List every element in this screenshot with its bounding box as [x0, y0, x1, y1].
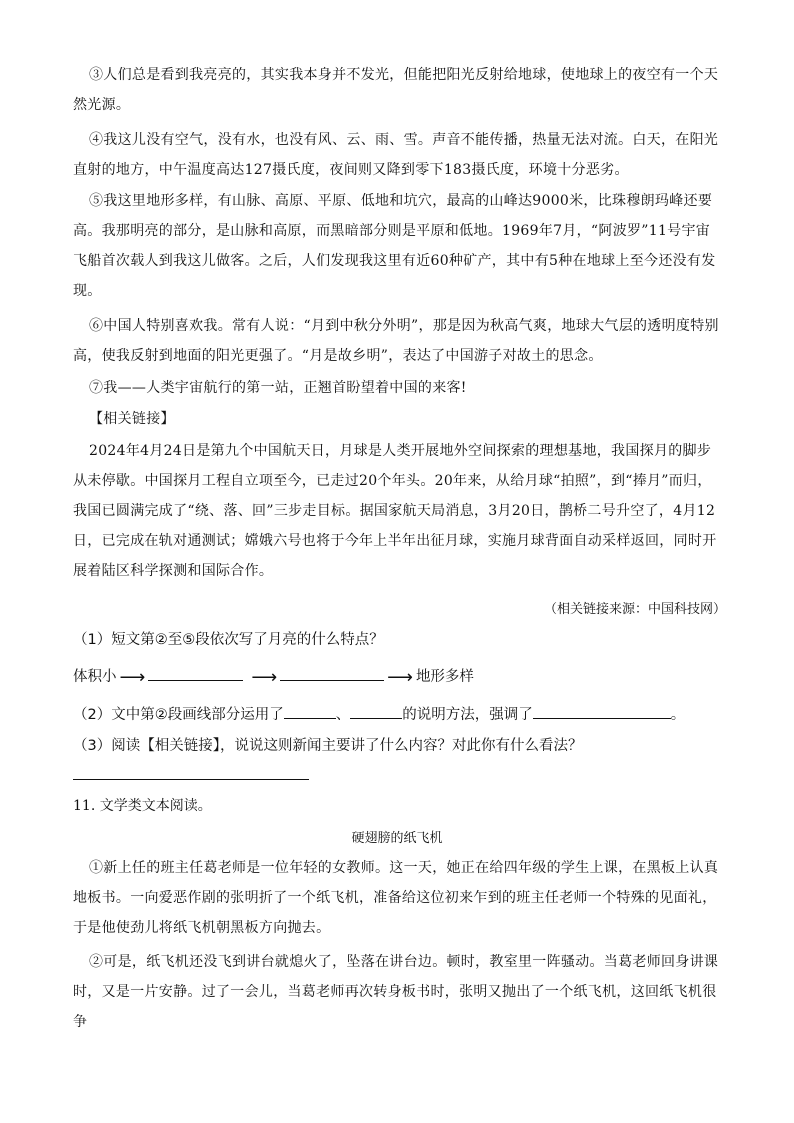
answer-blank-4[interactable] [350, 702, 402, 719]
right-arrow-icon: ⟶ [251, 667, 278, 688]
story-paragraph-1: ①新上任的班主任葛老师是一位年轻的女教师。这一天，她正在给四年级的学生上课，在黑板上认真地板书。一向爱恶作剧的张明折了一个纸飞机，准备给这位初来乍到的班主任老师一个特殊的见面礼，于是他使劲儿将纸飞机朝黑板方向抛去。 [73, 860, 719, 936]
question-3: （3）阅读【相关链接】，说说这则新闻主要讲了什么内容？对此你有什么看法？ [73, 738, 583, 754]
question-1-answer-row [73, 664, 474, 688]
right-arrow-icon: ⟶ [387, 667, 413, 688]
question-2-text-b: 的说明方法，强调了 [402, 707, 533, 723]
answer-line-3[interactable] [73, 779, 309, 780]
related-link-heading: 【相关链接】 [89, 411, 175, 427]
question-2-end: 。 [670, 707, 686, 723]
paragraph-3: ③人们总是看到我亮亮的，其实我本身并不发光，但能把阳光反射给地球，使地球上的夜空有一个天然光源。 [73, 67, 719, 113]
section-11-intro: 11. 文学类文本阅读。 [73, 798, 212, 814]
answer-blank-3[interactable] [284, 702, 336, 719]
paragraph-5: ⑤我这里地形多样，有山脉、高原、平原、低地和坑穴，最高的山峰达9000米，比珠穆朗玛峰还要高。我那明亮的部分，是山脉和高原，而黑暗部分则是平原和低地。1969年7月，“阿波罗”11号宇宙飞船首次载人到我这儿做客。之后，人们发现我这里有近60种矿产，其中有5种在地球上至今还没有发现。 [73, 193, 716, 299]
answer-blank-2[interactable] [280, 664, 384, 681]
related-link-body: 2024年4月24日是第九个中国航天日，月球是人类开展地外空间探索的理想基地，我国探月的脚步从未停歇。中国探月工程自立项至今，已走过20个年头。20年来，从给月球“拍照”，到“捧月”而归，我国已圆满完成了“绕、落、回”三步走目标。据国家航天局消息，3月20日，鹊桥二号升空了，4月12日，已完成在轨对通测试；嫦娥六号也将于今年上半年出征月球，实施月球背面自动采样返回，同时开展着陆区科学探测和国际合作。 [73, 443, 717, 579]
paragraph-7: ⑦我——人类宇宙航行的第一站，正翘首盼望着中国的来客! [89, 380, 467, 396]
related-link-source: （相关链接来源：中国科技网） [543, 602, 726, 617]
right-arrow-icon: ⟶ [119, 667, 146, 688]
paragraph-4: ④我这儿没有空气，没有水，也没有风、云、雨、雪。声音不能传播，热量无法对流。白天，在阳光直射的地方，中午温度高达127摄氏度，夜间则又降到零下183摄氏度，环境十分恶劣。 [73, 132, 719, 178]
question-2 [73, 702, 685, 724]
story-title: 硬翅膀的纸飞机 [351, 831, 443, 846]
answer-blank-5[interactable] [533, 702, 671, 719]
paragraph-6: ⑥中国人特别喜欢我。常有人说：“月到中秋分外明”，那是因为秋高气爽，地球大气层的透明度特别高，使我反射到地面的阳光更强了。“月是故乡明”，表达了中国游子对故土的思念。 [73, 318, 719, 364]
question-1: （1）短文第②至⑤段依次写了月亮的什么特点？ [73, 632, 384, 648]
question-2-text-a: （2）文中第②段画线部分运用了 [73, 707, 284, 723]
story-paragraph-2: ②可是，纸飞机还没飞到讲台就熄火了，坠落在讲台边。顿时，教室里一阵骚动。当葛老师回身讲课时，又是一片安静。过了一会儿，当葛老师再次转身板书时，张明又抛出了一个纸飞机，这回纸飞机很争 [73, 954, 719, 1030]
question-2-separator: 、 [335, 707, 351, 723]
answer-blank-1[interactable] [148, 664, 243, 681]
answer-start-label: 体积小 [73, 669, 117, 685]
answer-end-label: 地形多样 [415, 669, 474, 685]
